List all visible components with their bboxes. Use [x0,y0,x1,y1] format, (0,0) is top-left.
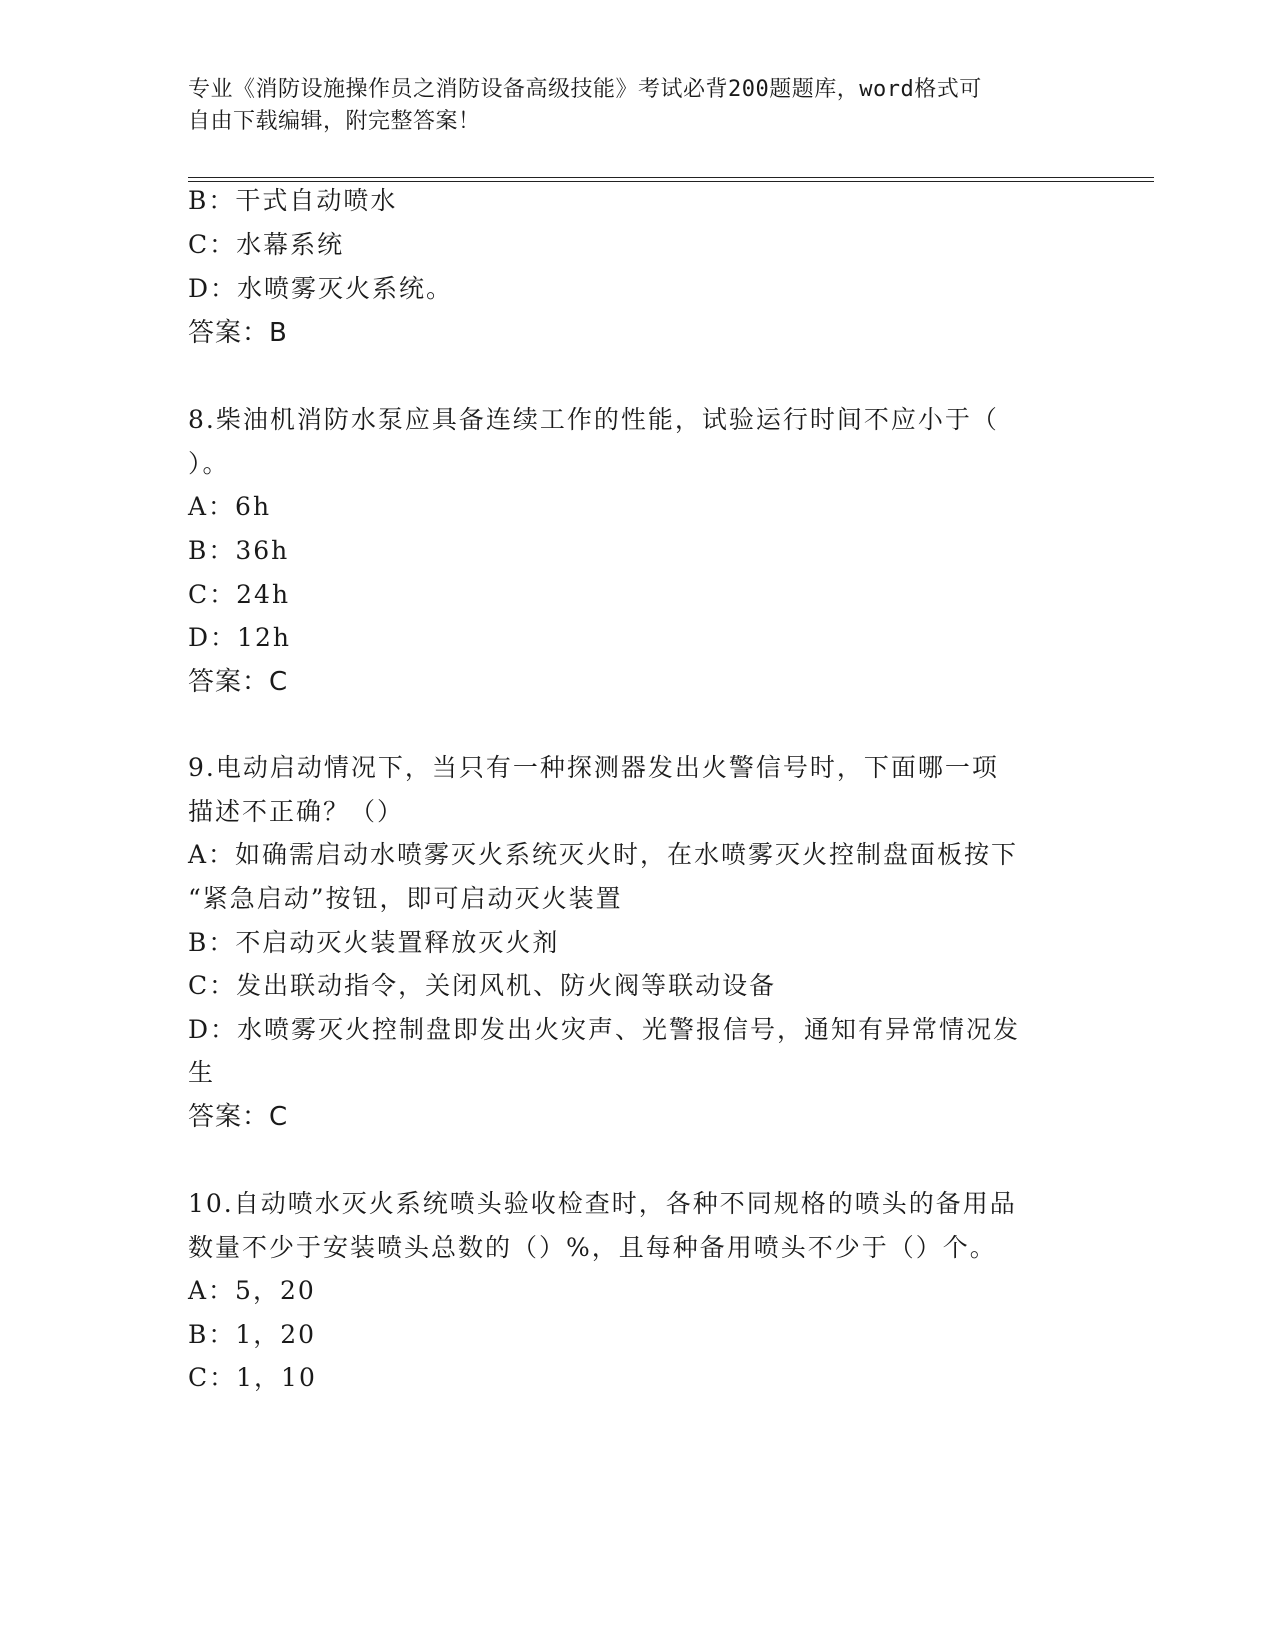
header-divider [188,177,1154,182]
option-a: A：5，20 [188,1276,316,1305]
question-stem: 8.柴油机消防水泵应具备连续工作的性能，试验运行时间不应小于（ [188,405,999,434]
option-a-continued: “紧急启动”按钮，即可启动灭火装置 [188,884,623,913]
document-header [188,74,1068,138]
option-b: B：36h [188,536,290,565]
answer: 答案：C [188,1102,289,1132]
option-c: C：发出联动指令，关闭风机、防火阀等联动设备 [188,971,777,1000]
option-d: D：水喷雾灭火系统。 [188,274,454,303]
option-b: B：不启动灭火装置释放灭火剂 [188,928,560,957]
header-title-line-2: 自由下载编辑，附完整答案！ [188,109,481,134]
answer: 答案：C [188,667,289,697]
option-b: B：干式自动喷水 [188,186,398,215]
option-c: C：水幕系统 [188,230,345,259]
answer: 答案：B [188,318,288,348]
question-stem: 10.自动喷水灭火系统喷头验收检查时，各种不同规格的喷头的备用品 [188,1189,1017,1218]
option-c: C：24h [188,580,291,609]
option-a: A：6h [188,492,272,521]
header-title-line-1: 专业《消防设施操作员之消防设备高级技能》考试必背200题题库，word格式可 [188,77,982,102]
question-stem: ）。 [188,449,230,478]
option-d-continued: 生 [188,1058,216,1087]
question-stem: 描述不正确？（） [188,797,405,826]
option-c: C：1，10 [188,1363,317,1392]
option-b: B：1，20 [188,1320,317,1349]
option-d: D：12h [188,623,291,652]
question-stem: 9.电动启动情况下，当只有一种探测器发出火警信号时，下面哪一项 [188,753,999,782]
option-d: D：水喷雾灭火控制盘即发出火灾声、光警报信号，通知有异常情况发 [188,1015,1021,1044]
question-stem: 数量不少于安装喷头总数的（）%，且每种备用喷头不少于（）个。 [188,1233,997,1262]
option-a: A：如确需启动水喷雾灭火系统灭火时，在水喷雾灭火控制盘面板按下 [188,840,1019,869]
